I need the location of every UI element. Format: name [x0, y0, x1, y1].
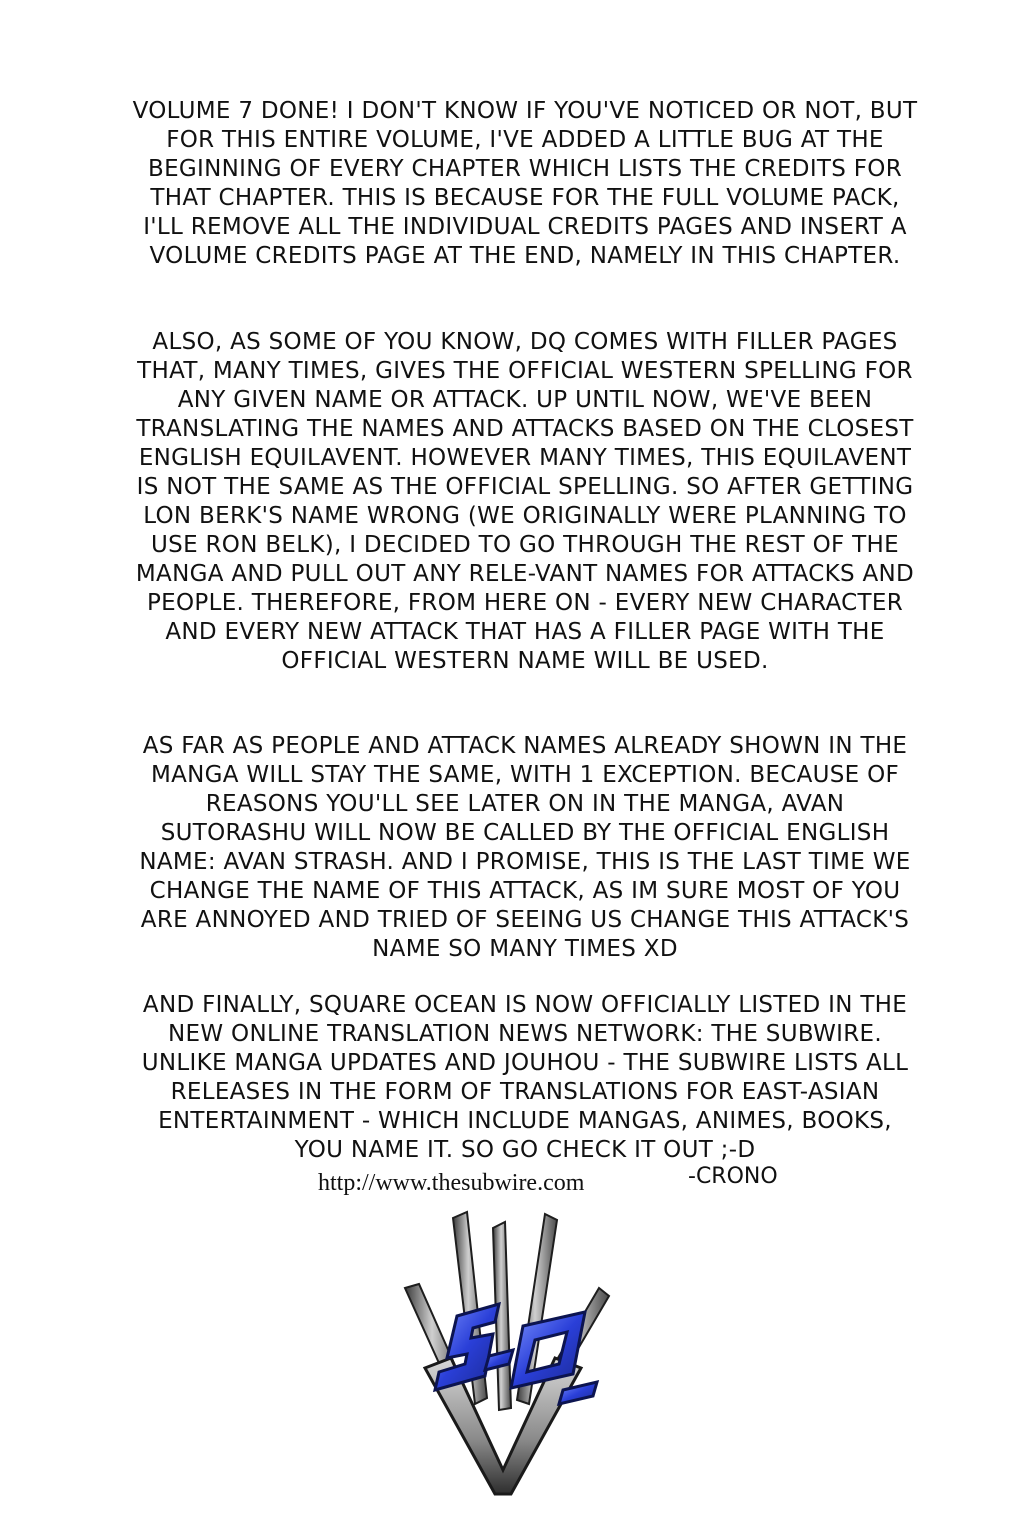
paragraph-volume-done: VOLUME 7 DONE! I DON'T KNOW IF YOU'VE NOTICED OR NOT, BUT FOR THIS ENTIRE VOLUME, I'VE ADDED A LITTLE BUG AT THE BEGINNING OF EVERY CHAPTER WHICH LISTS THE CREDITS FOR THAT CHAPTER. THIS IS BECAUSE FOR THE FULL VOLUME PACK, I'LL REMOVE ALL THE INDIVIDUAL CREDITS PAGES AND INSERT A VOLUME CREDITS PAGE AT THE END, NAMELY IN THIS CHAPTER.: [132, 98, 918, 269]
subwire-url[interactable]: http://www.thesubwire.com: [318, 1170, 585, 1196]
signature: -CRONO: [688, 1164, 778, 1189]
paragraph-avan-strash: AS FAR AS PEOPLE AND ATTACK NAMES ALREADY SHOWN IN THE MANGA WILL STAY THE SAME, WITH 1 EXCEPTION. BECAUSE OF REASONS YOU'LL SEE LATER ON IN THE MANGA, AVAN SUTORASHU WILL NOW BE CALLED BY THE OFFICIAL ENGLISH NAME: AVAN STRASH. AND I PROMISE, THIS IS THE LAST TIME WE CHANGE THE NAME OF THIS ATTACK, AS IM SURE MOST OF YOU ARE ANNOYED AND TRIED OF SEEING US CHANGE THIS ATTACK'S NAME SO MANY TIMES XD: [139, 733, 911, 962]
paragraph-subwire: AND FINALLY, SQUARE OCEAN IS NOW OFFICIALLY LISTED IN THE NEW ONLINE TRANSLATION NEWS NETWORK: THE SUBWIRE. UNLIKE MANGA UPDATES AND JOUHOU - THE SUBWIRE LISTS ALL RELEASES IN THE FORM OF TRANSLATIONS FOR EAST-ASIAN ENTERTAINMENT - WHICH INCLUDE MANGAS, ANIMES, BOOKS, YOU NAME IT. SO GO CHECK IT OUT ;-D: [141, 992, 909, 1163]
paragraph-official-spelling: ALSO, AS SOME OF YOU KNOW, DQ COMES WITH FILLER PAGES THAT, MANY TIMES, GIVES THE OFFICIAL WESTERN SPELLING FOR ANY GIVEN NAME OR ATTACK. UP UNTIL NOW, WE'VE BEEN TRANSLATING THE NAMES AND ATTACKS BASED ON THE CLOSEST ENGLISH EQUILAVENT. HOWEVER MANY TIMES, THIS EQUILAVENT IS NOT THE SAME AS THE OFFICIAL SPELLING. SO AFTER GETTING LON BERK'S NAME WRONG (WE ORIGINALLY WERE PLANNING TO USE RON BELK), I DECIDED TO GO THROUGH THE REST OF THE MANGA AND PULL OUT ANY RELE-VANT NAMES FOR ATTACKS AND PEOPLE. THEREFORE, FROM HERE ON - EVERY NEW CHARACTER AND EVERY NEW ATTACK THAT HAS A FILLER PAGE WITH THE OFFICIAL WESTERN NAME WILL BE USED.: [135, 329, 915, 674]
square-ocean-logo-icon: [395, 1208, 615, 1498]
